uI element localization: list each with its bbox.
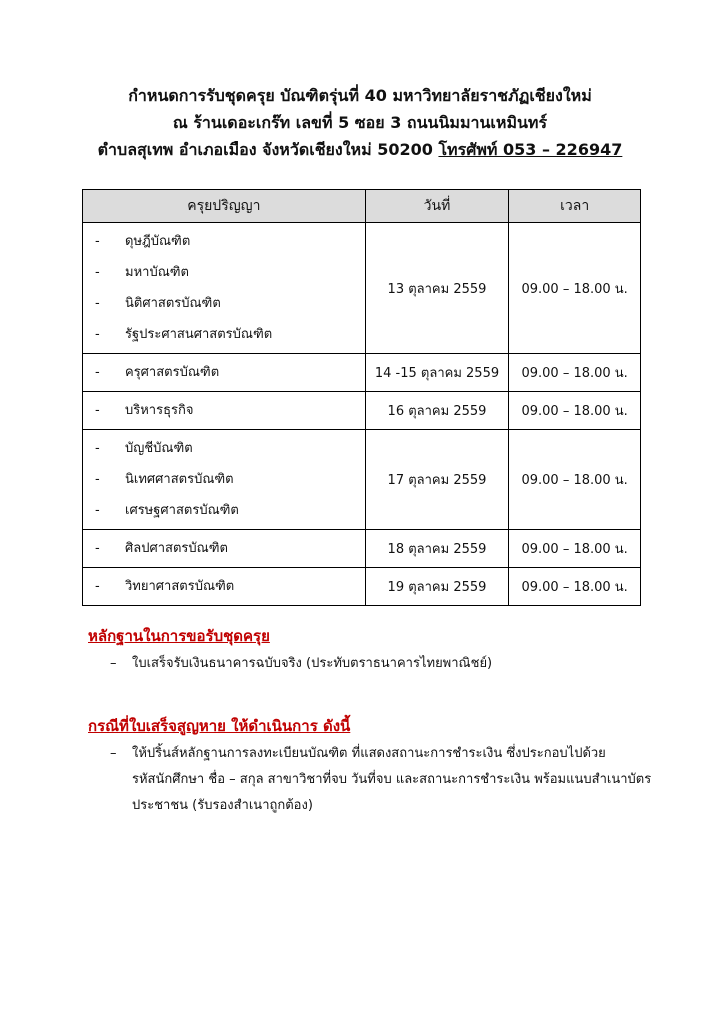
schedule-table-body [83,223,641,606]
degree-cell [83,568,366,606]
schedule-table [82,189,641,606]
degree-item [95,495,365,526]
degree-label: บัญชีบัณฑิต [125,441,193,456]
bullet-dash: - [95,296,100,311]
degree-label: นิติศาสตรบัณฑิต [125,296,221,311]
degree-item [95,319,365,350]
date-cell: 17 ตุลาคม 2559 [365,430,509,530]
time-cell: 09.00 – 18.00 น. [509,392,641,430]
header-line-1: กำหนดการรับชุดครุย บัณฑิตรุ่นที่ 40 มหาวิทยาลัยราชภัฏเชียงใหม่ [128,86,592,105]
table-row [83,223,641,354]
degree-cell [83,430,366,530]
time-cell: 09.00 – 18.00 น. [509,568,641,606]
bullet-dash: - [95,579,100,594]
bullet-dash: - [95,472,100,487]
degree-item [95,533,365,564]
bullet-dash: - [95,541,100,556]
degree-label: ดุษฎีบัณฑิต [125,234,191,249]
table-row [83,354,641,392]
bullet-dash: - [95,234,100,249]
date-cell: 14 -15 ตุลาคม 2559 [365,354,509,392]
lost-receipt-item [110,742,606,763]
bullet-dash: - [95,403,100,418]
table-header-row [83,190,641,223]
degree-cell [83,530,366,568]
bullet-dash: – [110,656,117,671]
degree-label: รัฐประศาสนศาสตรบัณฑิต [125,327,273,342]
date-cell: 19 ตุลาคม 2559 [365,568,509,606]
degree-item [95,226,365,257]
degree-label: นิเทศศาสตรบัณฑิต [125,472,234,487]
bullet-dash: - [95,441,100,456]
lost-receipt-line-1: ให้ปริ้นส์หลักฐานการลงทะเบียนบัณฑิต ที่แสดงสถานะการชำระเงิน ซึ่งประกอบไปด้วย [132,746,606,761]
bullet-dash: - [95,503,100,518]
degree-item [95,357,365,388]
degree-label: ครุศาสตรบัณฑิต [125,365,220,380]
time-cell: 09.00 – 18.00 น. [509,223,641,354]
date-cell: 18 ตุลาคม 2559 [365,530,509,568]
degree-label: บริหารธุรกิจ [125,403,194,418]
degree-item [95,288,365,319]
document-header [0,82,720,163]
lost-receipt-line-2: รหัสนักศึกษา ชื่อ – สกุล สาขาวิชาที่จบ วันที่จบ และสถานะการชำระเงิน พร้อมแนบสำเนาบัตร [132,772,652,787]
bullet-dash: - [95,327,100,342]
bullet-dash: - [95,365,100,380]
table-row [83,430,641,530]
date-cell: 13 ตุลาคม 2559 [365,223,509,354]
header-line-2: ณ ร้านเดอะเกร๊ท เลขที่ 5 ซอย 3 ถนนนิมมานเหมินทร์ [172,113,548,132]
bullet-dash: – [110,746,117,761]
header-phone: โทรศัพท์ 053 – 226947 [438,140,623,159]
table-row [83,568,641,606]
lost-receipt-line-3: ประชาชน (รับรองสำเนาถูกต้อง) [132,798,313,813]
evidence-item-text: ใบเสร็จรับเงินธนาคารฉบับจริง (ประทับตราธนาคารไทยพาณิชย์) [132,656,493,671]
table-row [83,392,641,430]
degree-item [95,433,365,464]
time-cell: 09.00 – 18.00 น. [509,430,641,530]
degree-cell [83,392,366,430]
header-address: ตำบลสุเทพ อำเภอเมือง จังหวัดเชียงใหม่ 50200 [97,140,439,159]
header-line-3 [0,136,720,163]
degree-item [95,257,365,288]
column-header-date: วันที่ [365,190,509,223]
time-cell: 09.00 – 18.00 น. [509,354,641,392]
date-cell: 16 ตุลาคม 2559 [365,392,509,430]
bullet-dash: - [95,265,100,280]
lost-receipt-section-title: กรณีที่ใบเสร็จสูญหาย ให้ดำเนินการ ดังนี้ [88,717,351,735]
degree-item [95,571,365,602]
degree-label: ศิลปศาสตรบัณฑิต [125,541,228,556]
time-cell: 09.00 – 18.00 น. [509,530,641,568]
column-header-time: เวลา [509,190,641,223]
column-header-degree: ครุยปริญญา [83,190,366,223]
degree-label: วิทยาศาสตรบัณฑิต [125,579,235,594]
table-row [83,530,641,568]
degree-item [95,395,365,426]
evidence-item [110,652,492,673]
evidence-section-title: หลักฐานในการขอรับชุดครุย [88,627,270,645]
degree-item [95,464,365,495]
degree-label: มหาบัณฑิต [125,265,189,280]
degree-label: เศรษฐศาสตรบัณฑิต [125,503,239,518]
degree-cell [83,223,366,354]
degree-cell [83,354,366,392]
